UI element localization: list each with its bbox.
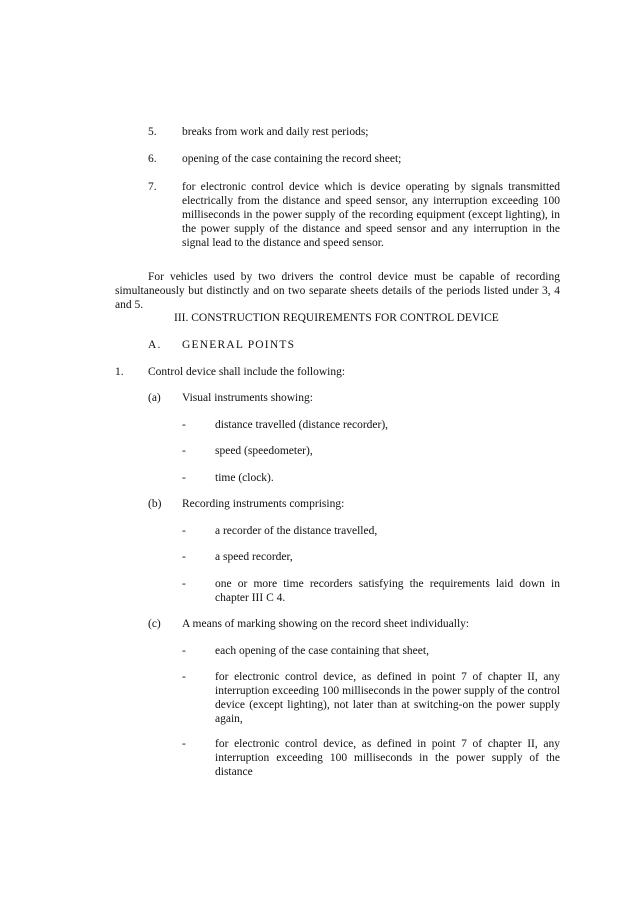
subpoint-text: Recording instruments comprising:	[182, 498, 345, 510]
bullet-text: time (clock).	[215, 472, 274, 484]
subpoint-label: (a)	[148, 392, 161, 404]
item-number: 7.	[148, 181, 157, 193]
bullet-text: a speed recorder,	[215, 551, 293, 563]
subpoint-label: (b)	[148, 498, 162, 510]
dash: -	[182, 671, 186, 683]
bullet-text: for electronic control device, as defined in point 7 of chapter II, any interruption exceeding 100 milliseconds in the power supply of the distance	[215, 738, 560, 778]
bullet-text: each opening of the case containing that sheet,	[215, 645, 429, 657]
subpoint-text: Visual instruments showing:	[182, 392, 313, 404]
dash: -	[182, 472, 186, 484]
bullet-text: a recorder of the distance travelled,	[215, 525, 378, 537]
dash: -	[182, 578, 186, 590]
bullet-text: distance travelled (distance recorder),	[215, 419, 389, 431]
subpoint-label: (c)	[148, 618, 161, 630]
dash: -	[182, 419, 186, 431]
bullet-text: for electronic control device, as defined in point 7 of chapter II, any interruption exceeding 100 milliseconds in the power supply of the control device (except lighting), not later than at switching-on the power supply again,	[215, 671, 560, 725]
item-number: 6.	[148, 153, 157, 165]
bullet-text: one or more time recorders satisfying the requirements laid down in chapter III C 4.	[215, 578, 560, 604]
subsection-letter: A.	[148, 339, 162, 351]
subsection-title: GENERAL POINTS	[182, 339, 296, 351]
dash: -	[182, 738, 186, 750]
paragraph: For vehicles used by two drivers the control device must be capable of recording simultaneously but distinctly and on two separate sheets details of the periods listed under 3, 4 and 5.	[115, 271, 560, 311]
dash: -	[182, 645, 186, 657]
bullet-text: speed (speedometer),	[215, 445, 313, 457]
item-text: breaks from work and daily rest periods;	[182, 126, 369, 138]
item-number: 5.	[148, 126, 157, 138]
dash: -	[182, 525, 186, 537]
point-number: 1.	[115, 366, 124, 378]
subpoint-text: A means of marking showing on the record sheet individually:	[182, 618, 470, 630]
dash: -	[182, 445, 186, 457]
section-heading: III. CONSTRUCTION REQUIREMENTS FOR CONTROL DEVICE	[174, 312, 499, 324]
item-text: opening of the case containing the record sheet;	[182, 153, 402, 165]
dash: -	[182, 551, 186, 563]
point-text: Control device shall include the following:	[148, 366, 346, 378]
item-text: for electronic control device which is device operating by signals transmitted electrically from the distance and speed sensor, any interruption exceeding 100 milliseconds in the power supply of the recording equipment (except lighting), in the power supply of the distance and speed sensor and any interruption in the signal lead to the distance and speed sensor.	[182, 181, 560, 249]
